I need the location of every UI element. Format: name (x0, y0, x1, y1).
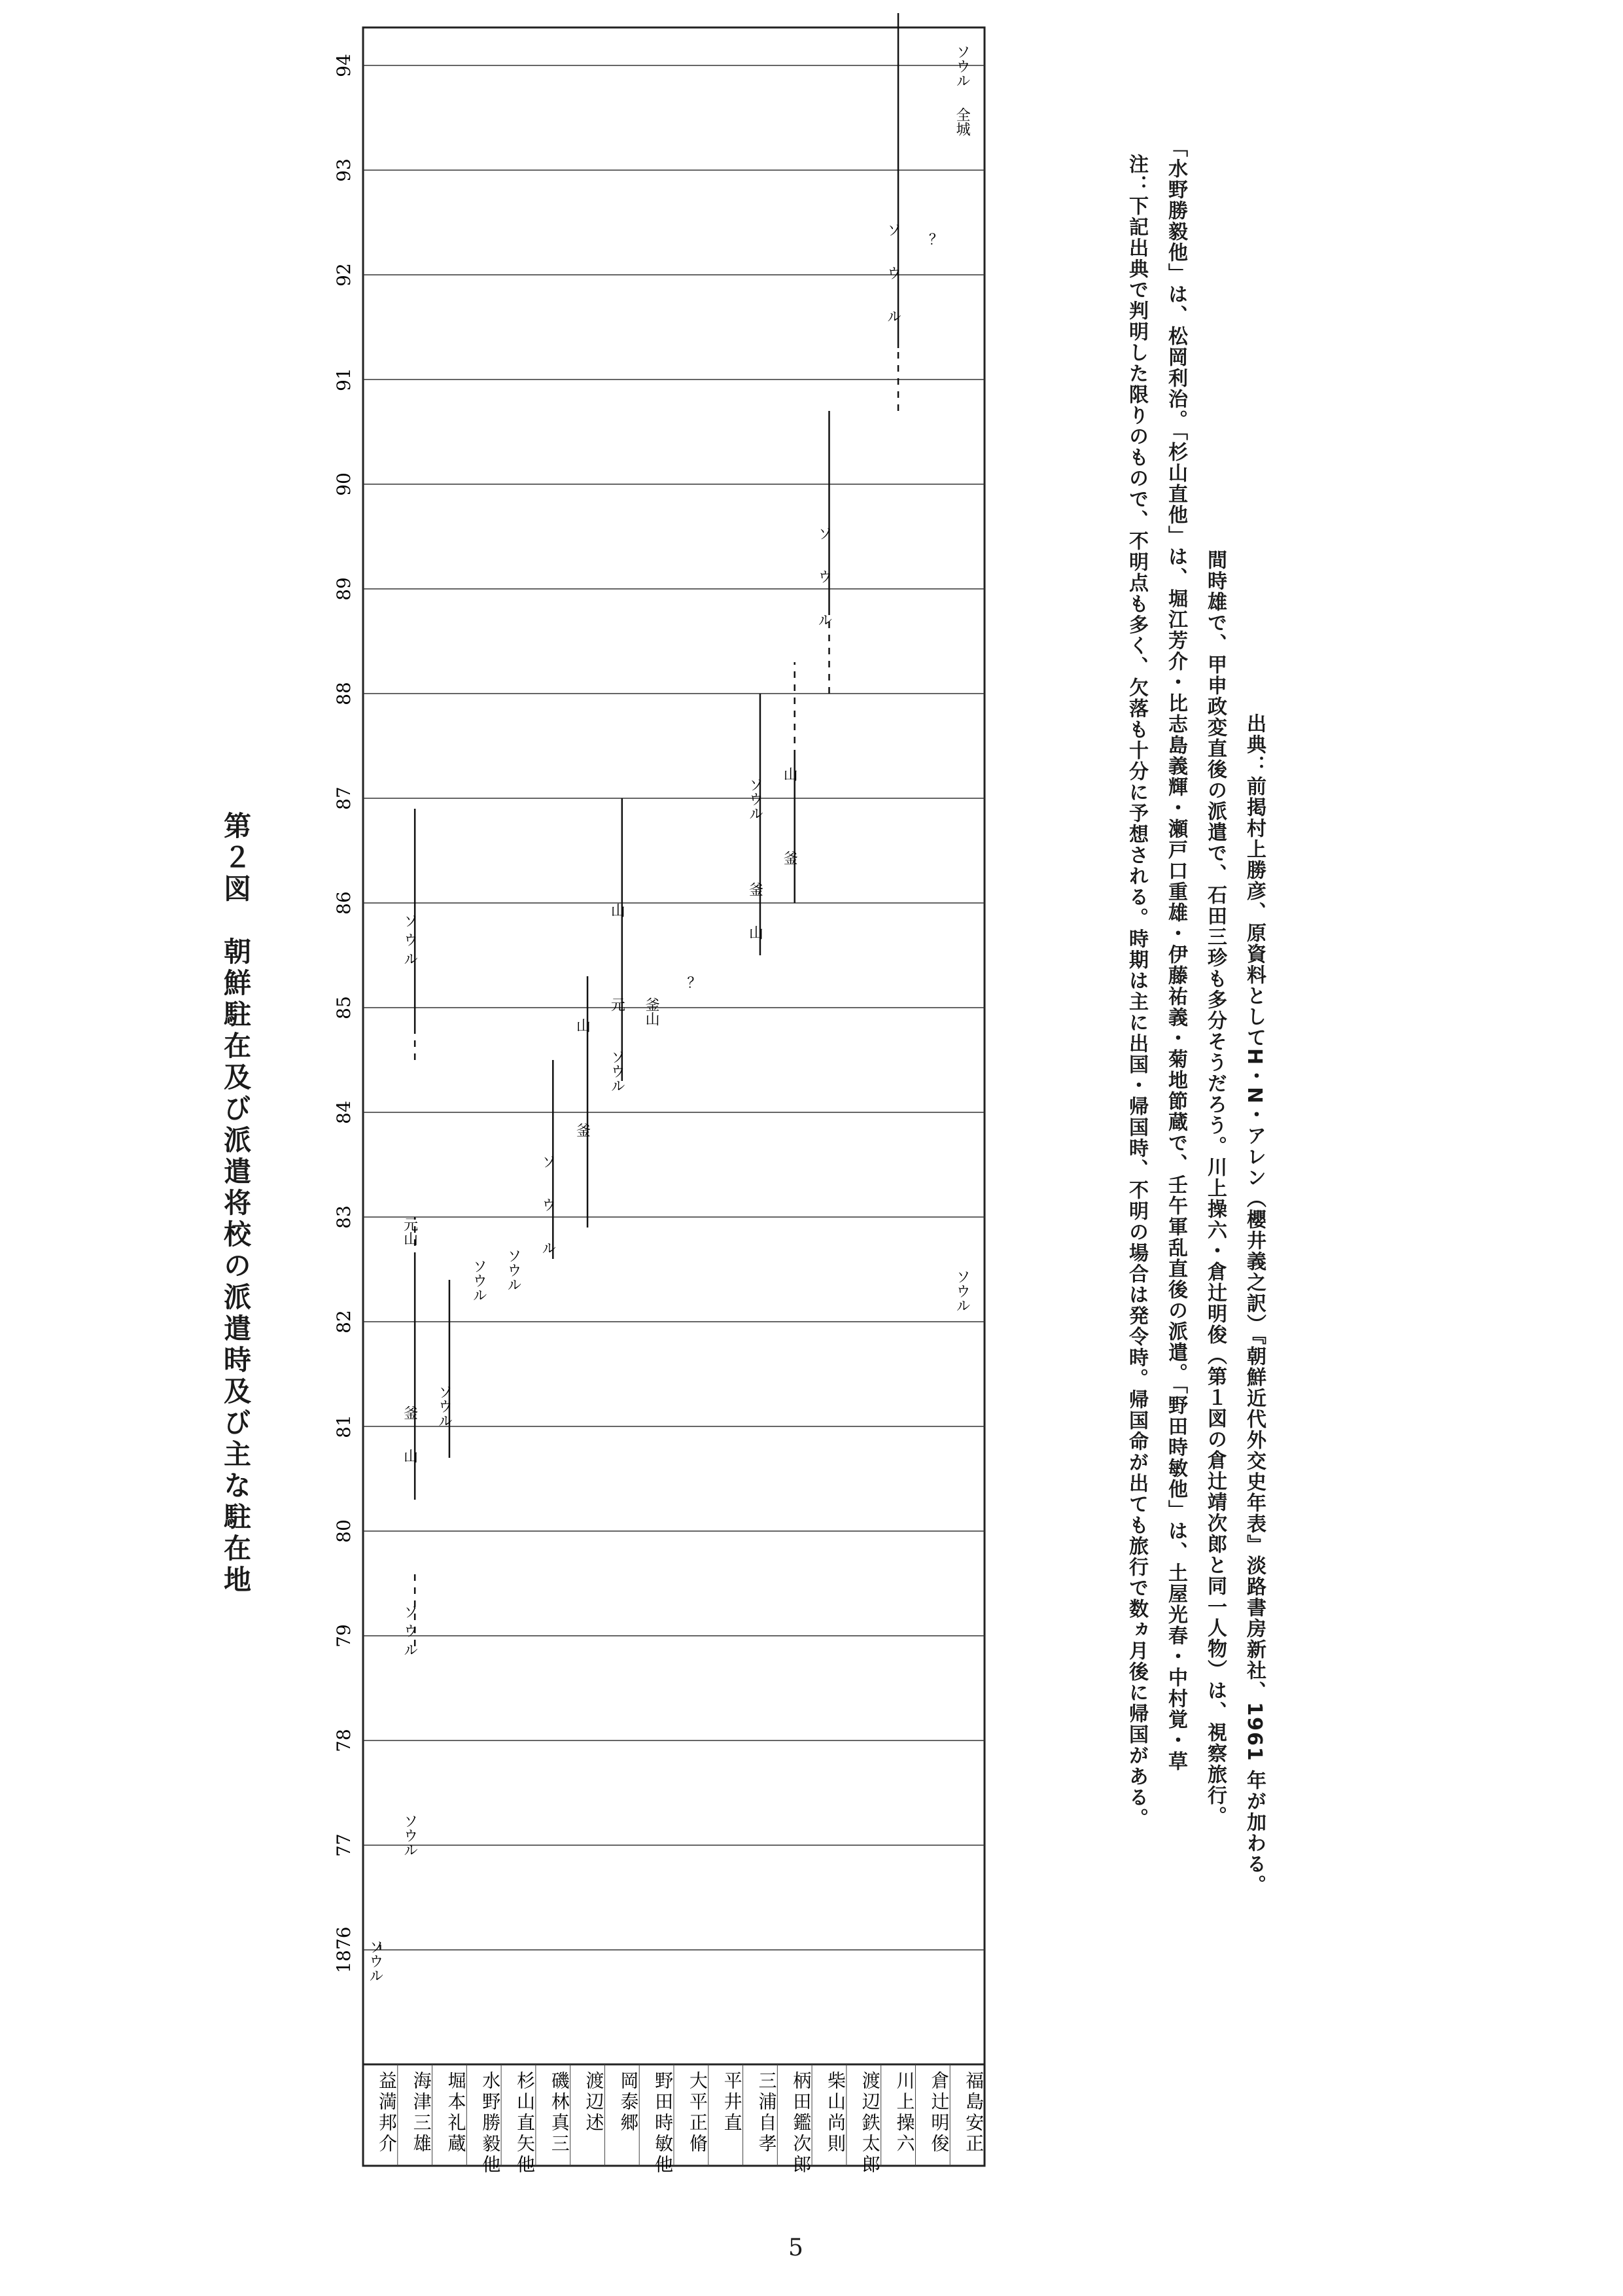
year-label: 83 (333, 1205, 355, 1229)
year-label: 1876 (333, 1926, 355, 1973)
year-label: 85 (333, 996, 355, 1019)
note-2: 「水野勝毅他」は、松岡利治。「杉山直他」は、堀江芳介・比志島義輝・瀬戸口重雄・伊藤祐義・菊地節蔵で、壬午軍乱直後の派遣。「野田時敏他」は、土屋光春・中村覚・草 (1164, 137, 1187, 1772)
officer-name: 平井直 (721, 2071, 743, 2134)
posting-label: ソウル (746, 777, 763, 821)
year-label: 93 (333, 158, 355, 182)
year-label: 84 (333, 1101, 355, 1124)
year-label: 91 (333, 368, 355, 391)
posting-label: 全城 (954, 107, 971, 136)
year-label: 79 (333, 1624, 355, 1648)
posting-label: 釜 山 (401, 1405, 418, 1463)
year-label: 86 (333, 891, 355, 915)
year-label: 90 (333, 472, 355, 496)
note-4: 出典：前掲村上勝彦、原資料としてH・N・アレン（櫻井義之訳）『朝鮮近代外交史年表』淡路書房新社、1961 年が加わる。 (1243, 713, 1266, 1896)
year-label: 81 (333, 1415, 355, 1438)
officer-name: 渡辺述 (583, 2071, 605, 2134)
posting-label: ソウル (608, 1050, 625, 1093)
officer-name: 柄田鑑次郎 (790, 2071, 812, 2176)
year-label: 77 (333, 1833, 355, 1857)
posting-label: ソ ウ ル (816, 526, 832, 627)
officer-name: 福島安正 (963, 2071, 985, 2155)
officer-name: 堀本礼蔵 (445, 2071, 467, 2155)
officer-name: 野田時敏他 (652, 2071, 674, 2176)
posting-label: 山 (781, 767, 798, 781)
officer-name: 倉辻明俊 (928, 2071, 951, 2155)
page-number: 5 (788, 2234, 803, 2261)
figure-title: 第２図 朝鮮駐在及び派遣将校の派遣時及び主な駐在地 (220, 811, 252, 1597)
posting-label: 釜 山 (746, 882, 763, 940)
posting-label: 山 (574, 1018, 591, 1033)
posting-label: ソウル (505, 1248, 521, 1292)
year-label: 94 (333, 54, 355, 77)
year-label: 89 (333, 577, 355, 601)
posting-label: 山 (608, 903, 625, 917)
note-3: 間時雄で、甲申政変直後の派遣で、石田三珍も多分そうだろう。川上操六・倉辻明俊（第１図の倉辻靖次郎と同一人物）は、視察旅行。 (1204, 550, 1227, 1827)
officer-name: 水野勝毅他 (480, 2071, 502, 2176)
posting-label: ソ ウ ル (401, 913, 418, 966)
posting-label: ソウル (436, 1385, 453, 1428)
year-label: 88 (333, 682, 355, 705)
year-label: 92 (333, 263, 355, 287)
posting-label: ソウル (954, 44, 971, 88)
year-label: 78 (333, 1729, 355, 1752)
note-1: 注：下記出典で判明した限りのもので、不明点も多く、欠落も十分に予想される。時期は主に出国・帰国時、不明の場合は発令時。帰国命が出ても旅行で数ヵ月後に帰国がある。 (1125, 154, 1148, 1829)
posting-label: ソ ウ ル (884, 222, 901, 323)
posting-label: 釜 (574, 1123, 591, 1137)
posting-label: 元山 (401, 1217, 418, 1246)
officer-name: 大平正脩 (686, 2071, 708, 2155)
officer-name: 川上操六 (894, 2071, 916, 2155)
posting-label: ？ (919, 233, 936, 247)
officer-name: 磯林真三 (548, 2071, 570, 2155)
posting-label: ソ ウ ル (401, 1604, 418, 1657)
officer-name: 杉山直矢他 (514, 2071, 536, 2176)
posting-label: ソウル (470, 1259, 487, 1302)
posting-label: ソウル (401, 1814, 418, 1857)
posting-label: 元 (608, 997, 625, 1012)
officer-name: 柴山尚則 (825, 2071, 846, 2155)
officer-name: 海津三雄 (410, 2071, 432, 2155)
posting-label: ソ ウ ル (539, 1154, 556, 1255)
officer-name: 益満邦介 (375, 2071, 398, 2155)
posting-label: 釜 (781, 851, 798, 865)
officer-name: 岡泰郷 (618, 2071, 640, 2134)
year-label: 82 (333, 1310, 355, 1333)
posting-label: ソウル (954, 1269, 971, 1313)
officer-name: 渡辺鉄太郎 (859, 2071, 881, 2176)
posting-label: ？ (677, 976, 694, 991)
year-label: 80 (333, 1519, 355, 1543)
posting-label: 釜山 (643, 997, 660, 1026)
officer-name: 三浦自孝 (756, 2071, 778, 2155)
year-label: 87 (333, 786, 355, 810)
posting-label: ソウル (366, 1939, 383, 1983)
